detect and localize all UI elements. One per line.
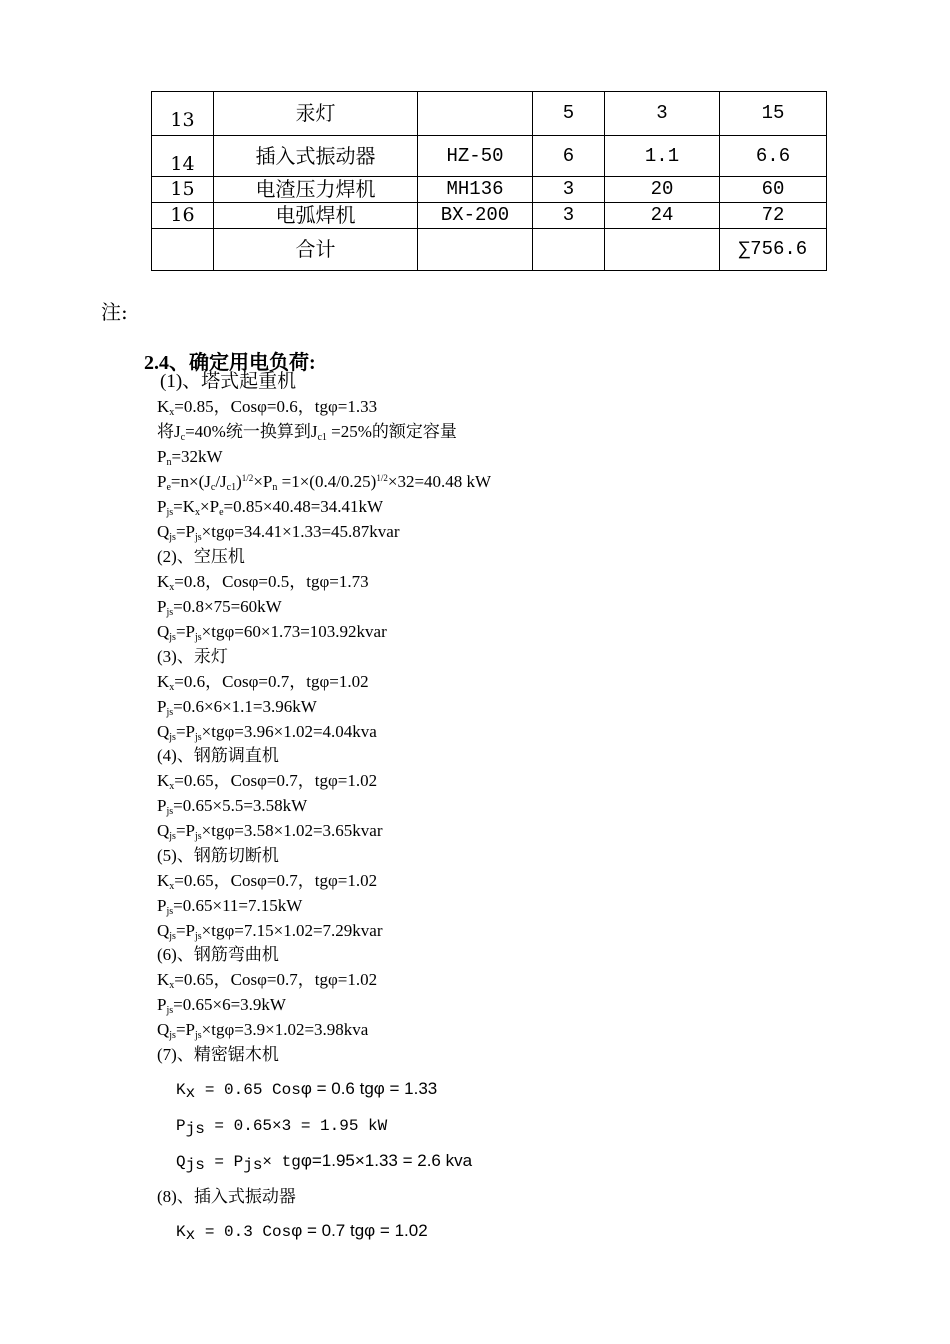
subsection-title: (5)、钢筋切断机 — [157, 846, 279, 865]
formula-line: $Q_{js}=P_{js}\times tg\varphi=60\times 1.73=103.92kvar$ — [157, 622, 387, 643]
subsection-title: (6)、钢筋弯曲机 — [157, 945, 279, 964]
formula-line: $P_e=n\times(J_c/J_{c1})^{1/2}\times P_n =1\times(0.4/0.25)^{1/2}\times 32=40.48$ kW — [157, 472, 492, 493]
cell-name: 插入式振动器 — [214, 136, 418, 177]
cell-model: MH136 — [418, 177, 533, 203]
formula-line: $K_x=0.65$，Cosφ=0.7，tgφ=1.02 — [157, 970, 378, 991]
formula-line: $Q_{js}=P_{js}\times tg\varphi=34.41\times 1.33=45.87kvar$ — [157, 522, 400, 543]
subsection-title: (4)、钢筋调直机 — [157, 746, 279, 765]
formula-line: $P_{js}=0.65\times 11=7.15kW$ — [157, 896, 303, 917]
cell-qty: 6 — [533, 136, 605, 177]
cell-empty — [418, 229, 533, 271]
cell-no: 13 — [152, 92, 214, 136]
cell-empty — [605, 229, 720, 271]
formula-line: $K_x=0.85$，Cosφ=0.6，tgφ=1.33 — [157, 397, 378, 418]
cell-qty: 3 — [533, 177, 605, 203]
formula-line: $Q_{js}=P_{js}\times tg\varphi=3.58\times 1.02=3.65kvar$ — [157, 821, 383, 842]
formula-line: $K_x = 0.3$ Cosφ = 0.7 tgφ = 1.02 — [176, 1221, 428, 1244]
formula-line: $K_x=0.8$，Cosφ=0.5，tgφ=1.73 — [157, 572, 369, 593]
cell-no: 16 — [152, 203, 214, 229]
formula-line: $Q_{js}=P_{js}\times tg\varphi=3.9\times 1.02=3.98kva$ — [157, 1020, 369, 1041]
cell-model: HZ-50 — [418, 136, 533, 177]
formula-line: $P_{js}=0.6\times 6\times 1.1=3.96kW$ — [157, 697, 317, 718]
formula-line: $K_x=0.6$，Cosφ=0.7，tgφ=1.02 — [157, 672, 369, 693]
formula-line: $Q_{js}=P_{js}\times tg\varphi=7.15\times 1.02=7.29kvar$ — [157, 921, 383, 942]
subsection-title: (8)、插入式振动器 — [157, 1187, 296, 1206]
table-row — [152, 92, 827, 136]
cell-no: 15 — [152, 177, 214, 203]
cell-power: 24 — [605, 203, 720, 229]
cell-total: 72 — [720, 203, 827, 229]
cell-sum-label: 合计 — [214, 229, 418, 271]
formula-line: $P_{js}=0.65\times 5.5=3.58kW$ — [157, 796, 308, 817]
cell-power: 3 — [605, 92, 720, 136]
equipment-table — [151, 91, 827, 271]
cell-name: 电渣压力焊机 — [214, 177, 418, 203]
table-row — [152, 203, 827, 229]
cell-model: BX-200 — [418, 203, 533, 229]
cell-empty — [152, 229, 214, 271]
table-row — [152, 136, 827, 177]
cell-name: 电弧焊机 — [214, 203, 418, 229]
cell-power: 20 — [605, 177, 720, 203]
subsection-title: (1)、塔式起重机 — [160, 371, 297, 392]
formula-line: $P_{js} = 0.65\times 3 = 1.95$ kW — [176, 1117, 388, 1138]
cell-no: 14 — [152, 136, 214, 177]
formula-line: $Q_{js} = P_{js}\times tg\varphi=1.95\times 1.33 = 2.6$ kva — [176, 1151, 473, 1174]
formula-line: $P_{js}=0.65\times 6=3.9kW$ — [157, 995, 286, 1016]
cell-total: 6.6 — [720, 136, 827, 177]
formula-line: 将$J_c=40\%$统一换算到$J_{c1} =25\%$的额定容量 — [157, 422, 457, 443]
cell-total: 60 — [720, 177, 827, 203]
subsection-title: (7)、精密锯木机 — [157, 1045, 279, 1064]
formula-line: $P_n=32kW$ — [157, 447, 223, 468]
formula-line: $K_x = 0.65$ Cosφ = 0.6 tgφ = 1.33 — [176, 1079, 438, 1102]
formula-line: $K_x=0.65$，Cosφ=0.7，tgφ=1.02 — [157, 871, 378, 892]
subsection-title: (3)、汞灯 — [157, 647, 228, 666]
cell-power: 1.1 — [605, 136, 720, 177]
formula-line: $P_{js}=0.8\times 75=60kW$ — [157, 597, 282, 618]
cell-empty — [533, 229, 605, 271]
cell-sum-value: ∑756.6 — [720, 229, 827, 271]
formula-line: $Q_{js}=P_{js}\times tg\varphi=3.96\times 1.02=4.04kva$ — [157, 722, 377, 743]
note-label: 注: — [101, 300, 128, 324]
formula-line: $P_{js}=K_x\times P_e=0.85\times 40.48=34.41kW$ — [157, 497, 384, 518]
formula-line: $K_x=0.65$，Cosφ=0.7，tgφ=1.02 — [157, 771, 378, 792]
subsection-title: (2)、空压机 — [157, 547, 245, 566]
cell-qty: 3 — [533, 203, 605, 229]
cell-model — [418, 92, 533, 136]
section-heading: 2.4、确定用电负荷: — [144, 352, 316, 374]
cell-qty: 5 — [533, 92, 605, 136]
cell-name: 汞灯 — [214, 92, 418, 136]
cell-total: 15 — [720, 92, 827, 136]
table-row — [152, 177, 827, 203]
table-row-total — [152, 229, 827, 271]
